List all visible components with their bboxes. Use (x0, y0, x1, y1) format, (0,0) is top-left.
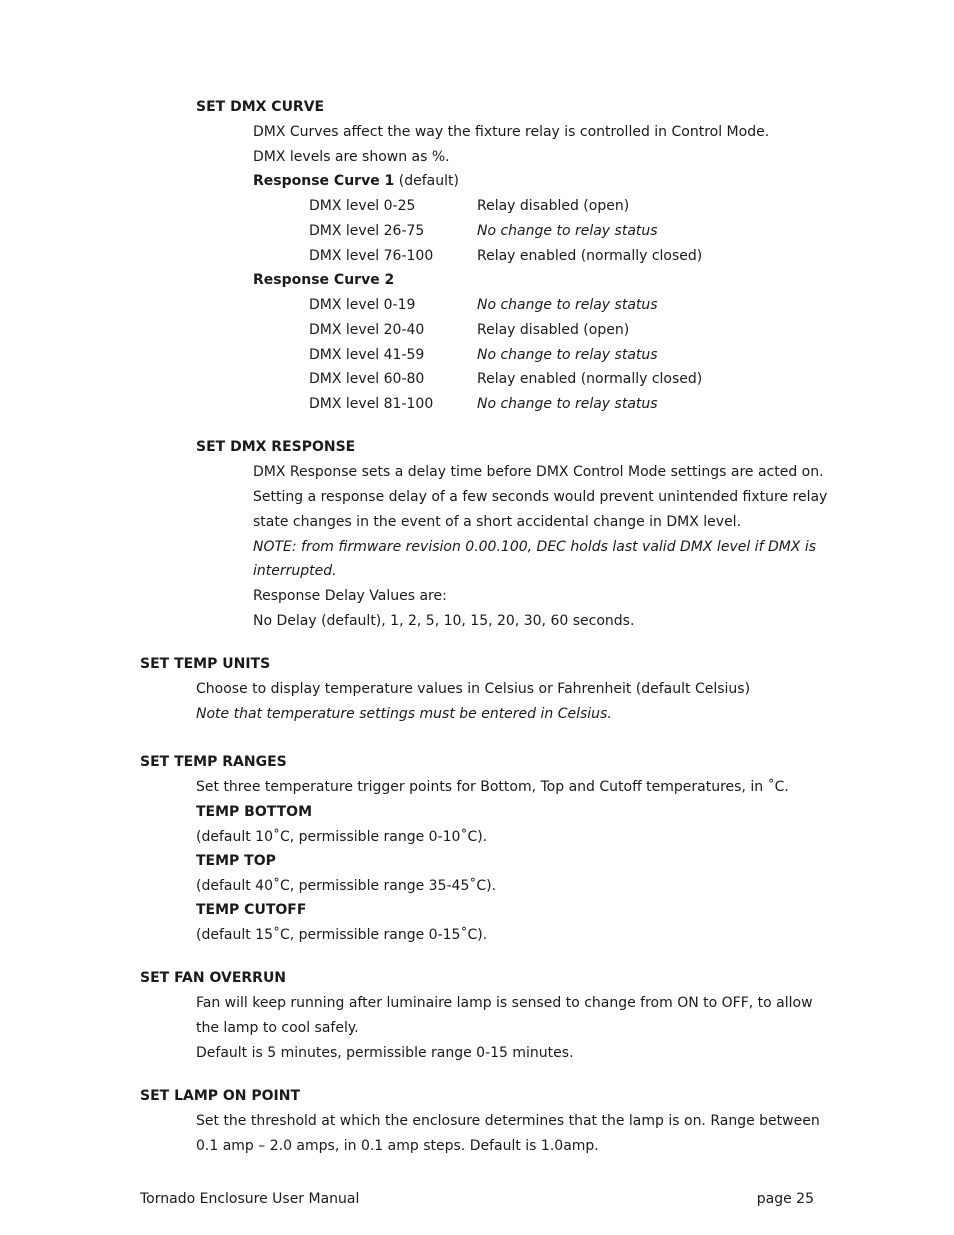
curve1-title (253, 172, 459, 190)
paragraph: the lamp to cool safely. (196, 1020, 359, 1036)
footer-title: Tornado Enclosure User Manual (140, 1191, 360, 1207)
relay-status: Relay enabled (normally closed) (477, 371, 703, 387)
paragraph: DMX Response sets a delay time before DMX Control Mode settings are acted on. (253, 464, 824, 480)
paragraph: Set three temperature trigger points for Bottom, Top and Cutoff temperatures, in ˚C. (196, 779, 789, 795)
section-heading-fan-overrun: SET FAN OVERRUN (140, 970, 287, 986)
firmware-note: interrupted. (253, 563, 337, 579)
curve1-suffix: (default) (394, 173, 459, 189)
dmx-level: DMX level 0-19 (309, 297, 416, 313)
relay-status: Relay disabled (open) (477, 322, 630, 338)
section-heading-temp-units: SET TEMP UNITS (140, 656, 271, 672)
temp-cutoff-desc: (default 15˚C, permissible range 0-15˚C). (196, 927, 488, 943)
temp-bottom-desc: (default 10˚C, permissible range 0-10˚C). (196, 829, 488, 845)
paragraph: 0.1 amp – 2.0 amps, in 0.1 amp steps. Default is 1.0amp. (196, 1138, 599, 1154)
temp-units-note: Note that temperature settings must be entered in Celsius. (196, 706, 612, 722)
relay-status: Relay disabled (open) (477, 198, 630, 214)
paragraph: state changes in the event of a short accidental change in DMX level. (253, 514, 742, 530)
paragraph: Choose to display temperature values in Celsius or Fahrenheit (default Celsius) (196, 681, 751, 697)
paragraph: Default is 5 minutes, permissible range 0-15 minutes. (196, 1045, 574, 1061)
dmx-level: DMX level 0-25 (309, 198, 416, 214)
curve2-title: Response Curve 2 (253, 272, 395, 288)
relay-status: No change to relay status (477, 223, 658, 239)
section-heading-temp-ranges: SET TEMP RANGES (140, 754, 287, 770)
relay-status: No change to relay status (477, 347, 658, 363)
relay-status: No change to relay status (477, 297, 658, 313)
paragraph: Setting a response delay of a few seconds would prevent unintended fixture relay (253, 489, 828, 505)
temp-bottom-title: TEMP BOTTOM (196, 804, 313, 820)
delay-values-label: Response Delay Values are: (253, 588, 447, 604)
dmx-level: DMX level 60-80 (309, 371, 425, 387)
dmx-level: DMX level 81-100 (309, 396, 434, 412)
temp-top-desc: (default 40˚C, permissible range 35-45˚C). (196, 878, 497, 894)
dmx-level: DMX level 41-59 (309, 347, 425, 363)
curve1-label: Response Curve 1 (253, 173, 395, 189)
temp-cutoff-title: TEMP CUTOFF (196, 902, 307, 918)
paragraph: Set the threshold at which the enclosure determines that the lamp is on. Range between (196, 1113, 820, 1129)
paragraph: DMX levels are shown as %. (253, 149, 450, 165)
paragraph: DMX Curves affect the way the fixture relay is controlled in Control Mode. (253, 124, 770, 140)
delay-values: No Delay (default), 1, 2, 5, 10, 15, 20, 30, 60 seconds. (253, 613, 635, 629)
dmx-level: DMX level 76-100 (309, 248, 434, 264)
relay-status: No change to relay status (477, 396, 658, 412)
section-heading-dmx-curve: SET DMX CURVE (196, 99, 325, 115)
section-heading-lamp-on-point: SET LAMP ON POINT (140, 1088, 301, 1104)
section-heading-dmx-response: SET DMX RESPONSE (196, 439, 356, 455)
paragraph: Fan will keep running after luminaire lamp is sensed to change from ON to OFF, to allow (196, 995, 813, 1011)
temp-top-title: TEMP TOP (196, 853, 276, 869)
dmx-level: DMX level 26-75 (309, 223, 425, 239)
page-number: page 25 (756, 1191, 814, 1207)
firmware-note: NOTE: from firmware revision 0.00.100, DEC holds last valid DMX level if DMX is (253, 539, 817, 555)
dmx-level: DMX level 20-40 (309, 322, 425, 338)
relay-status: Relay enabled (normally closed) (477, 248, 703, 264)
